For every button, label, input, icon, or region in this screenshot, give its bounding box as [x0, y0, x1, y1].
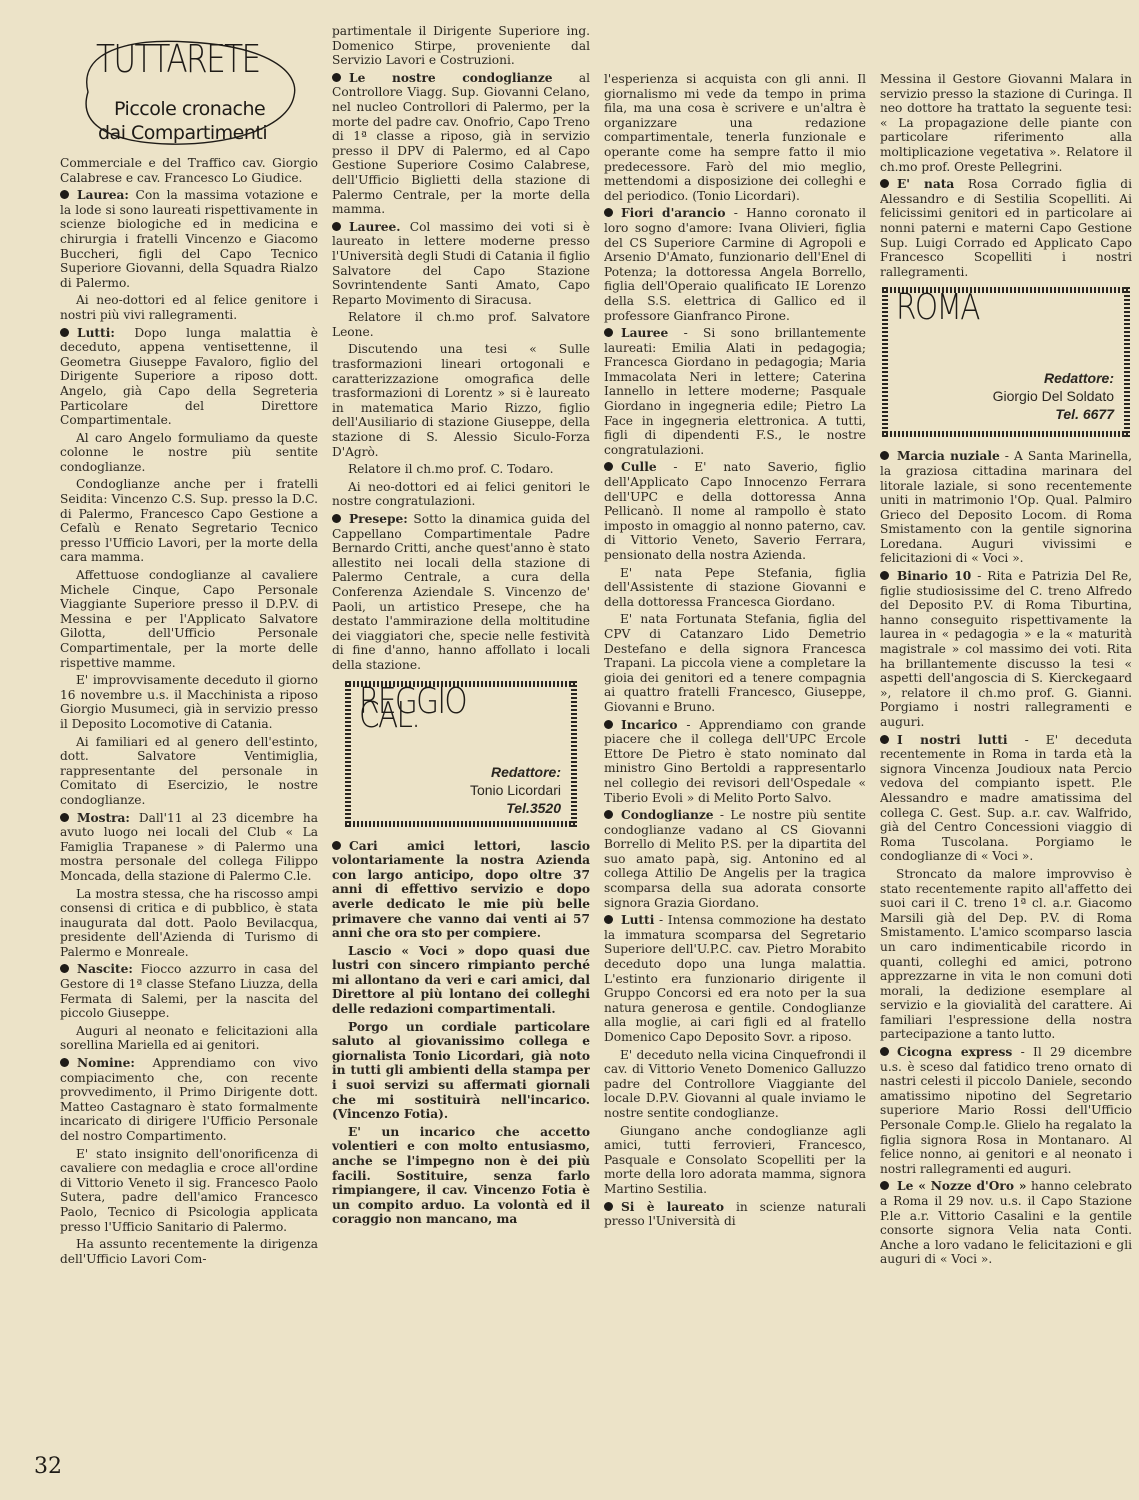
bullet-icon: [880, 1047, 889, 1056]
article-paragraph: [604, 913, 866, 1044]
redazione-label: Redattore:: [1043, 370, 1114, 387]
article-paragraph: E' stato insignito dell'onorificenza di cavaliere con medaglia e croce all'ordine di Vittorio Veneto il sig. Francesco Paolo Sutera, padre dell'amico Francesco Paolo, Tecnico di Psicologia applicata presso l'Ufficio Sanitario di Palermo.: [60, 1146, 318, 1234]
item-text: Col massimo dei voti si è laureato in lettere moderne presso l'Università degli Studi di Catania il figlio Salvatore del Capo Stazione Sovrintendente Santi Amato, Capo Reparto Movimento di Siracusa.: [332, 219, 590, 307]
page-number: 32: [34, 1454, 62, 1479]
item-keyword: Nascite:: [77, 962, 133, 977]
item-text: - Rita e Patrizia Del Re, figlie studiosissime del C. treno Alfredo del Deposito P.V. di Roma Tiburtina, hanno conseguito rispettivamente la laurea in « pedagogia » e la « maturità magistrale » col massimo dei voti. Rita ha brillantemente discusso la tesi « aspetti dell'angoscia di S. Kierckegaard », relatore il ch.mo prof. G. Gianni. Porgiamo i nostri rallegramenti e auguri.: [880, 569, 1132, 729]
article-paragraph: [604, 1200, 866, 1229]
item-text: - Si sono brillantemente laureati: Emilia Alati in pedagogia; Francesca Giordano in pedagogia; Maria Immacolata Neri in lettere; Caterina Iannello in lettere moderne; Pasquale Giordano in ingegneria edile; Pietro La Face in ingegneria elettronica. A tutti, figli di dipendenti F.S., le nostre congratulazioni.: [604, 326, 866, 457]
article-paragraph: Porgo un cordiale particolare saluto al giovanissimo collega e giornalista Tonio Licordari, già noto in tutti gli ambienti della stampa per i suoi servizi su affermati giornali che mi sostituirà nell'incarico. (Vincenzo Fotia).: [332, 1019, 590, 1122]
article-paragraph: [332, 71, 590, 217]
article-paragraph: La mostra stessa, che ha riscosso ampi consensi di critica e di pubblico, è stata inaugurata dal dott. Paolo Bevilacqua, presidente dell'Azienda di Turismo di Palermo e Monreale.: [60, 886, 318, 959]
redazione-editor: Giorgio Del Soldato: [992, 388, 1114, 405]
article-paragraph: Ha assunto recentemente la dirigenza dell'Ufficio Lavori Com-: [60, 1237, 318, 1266]
item-keyword: Lauree.: [349, 219, 401, 234]
item-text: hanno celebrato a Roma il 29 nov. u.s. il Capo Stazione P.le a.r. Vittorio Casalini e la gentile consorte signora Velia nata Conti. Anche a loro vadano le felicitazioni e gli auguri di « Voci ».: [880, 1179, 1132, 1267]
item-keyword: Culle: [621, 460, 657, 475]
article-paragraph: E' un incarico che accetto volentieri e con molto entusiasmo, anche se l'impegno non è dei più facili. Sostituire, senza farlo rimpiangere, il cav. Vincenzo Fotia è un compito arduo. La volontà ed il coraggio non mancano, ma: [332, 1124, 590, 1227]
article-paragraph: [604, 460, 866, 562]
item-keyword: Condoglianze: [621, 808, 714, 823]
item-text: al Controllore Viagg. Sup. Giovanni Celano, nel nucleo Controllori di Palermo, per la morte del padre cav. Onofrio, Capo Treno di 1ª classe a riposo, già in servizio presso il DPV di Palermo, ed al Capo Gestione Superiore Cosimo Calabrese, dell'Ufficio Biglietti della stazione di Palermo Centrale, per la morte della mamma.: [332, 70, 590, 217]
column-1-body: [60, 156, 318, 1266]
article-paragraph: E' deceduto nella vicina Cinquefrondi il cav. di Vittorio Veneto Domenico Galluzzo padre del Controllore Viaggiante del locale D.P.V. Giovanni al quale inviamo le nostre sentite condoglianze.: [604, 1047, 866, 1120]
item-text: - Le nostre più sentite condoglianze vadano al CS Giovanni Borrello di Melito P.S. per la dipartita del suo amato papà, sig. Antonino ed al collega Attilio De Angelis per la tragica scomparsa della sua adorata consorte signora Grazia Giordano.: [604, 808, 866, 910]
bullet-icon: [332, 841, 341, 850]
article-paragraph: [60, 188, 318, 290]
redazione-tel: Tel.3520: [506, 799, 561, 816]
item-keyword: Marcia nuziale: [897, 449, 1000, 464]
section-subtitle-line1: Piccole cronache: [114, 98, 266, 120]
bullet-icon: [332, 222, 341, 231]
article-paragraph: Stroncato da malore improvviso è stato recentemente rapito all'affetto dei suoi cari il C. treno 1ª cl. a.r. Giacomo Marsili già del Dep. P.V. di Roma Smistamento. L'amico scomparso lascia un caro indimenticabile ricordo in quanti, colleghi ed amici, potrono apprezzarne in vita le non comuni doti morali, la dedizione esemplare al servizio e la giovialità del carattere. Ai familiari l'espressione della nostra partecipazione a tanto lutto.: [880, 866, 1132, 1042]
item-text: - A Santa Marinella, la graziosa cittadina marinara del litorale laziale, si sono recentemente uniti in matrimonio l'Op. Qual. Palmiro Grieco del Deposito Locom. di Roma Smistamento con la gentile signorina Loredana. Auguri vivissimi e felicitazioni di « Voci ».: [880, 449, 1132, 566]
section-subtitle-line2: dai Compartimenti: [98, 122, 268, 144]
item-text: Con la massima votazione e la lode si sono laureati rispettivamente in scienze biologiche ed in medicina e chirurgia i fratelli Vincenzo e Giacomo Buccheri, figli del Capo Tecnico Superiore Giovanni, della Squadra Rialzo di Palermo.: [60, 188, 318, 290]
item-text: Rosa Corrado figlia di Alessandro e di Sestilia Scopelliti. Ai felicissimi genitori ed in particolare ai nonni paterni e materni Capo Gestione Sup. Luigi Corrado ed Applicato Capo Francesco Scopelliti i nostri rallegramenti.: [880, 177, 1132, 279]
column-4: [880, 72, 1132, 1270]
article-paragraph: Relatore il ch.mo prof. C. Todaro.: [348, 462, 554, 477]
bullet-icon: [604, 810, 613, 819]
article-paragraph: Affettuose condoglianze al cavaliere Michele Cinque, Capo Personale Viaggiante Superiore presso il D.P.V. di Messina e per l'Applicato Salvatore Gilotta, dell'Ufficio Personale Compartimentale, per la morte delle rispettive mamme.: [60, 568, 318, 670]
item-text: Fiocco azzurro in casa del Gestore di 1ª classe Stefano Liuzza, della Fermata di Salemi, per la nascita del piccolo Giuseppe.: [60, 962, 318, 1021]
bullet-icon: [604, 720, 613, 729]
item-keyword: I nostri lutti: [897, 732, 1008, 747]
item-keyword: Laurea:: [77, 188, 129, 203]
article-paragraph: Giungano anche condoglianze agli amici, tutti ferrovieri, Francesco, Pasquale e Consolato Scopelliti per la morte della loro adorata mamma, signora Martino Sestilia.: [604, 1123, 866, 1196]
item-keyword: Le « Nozze d'Oro »: [897, 1179, 1027, 1194]
section-heading-logo: [68, 32, 300, 150]
item-text: in scienze naturali presso l'Università di: [604, 1199, 866, 1229]
redazione-editor: Tonio Licordari: [469, 781, 561, 798]
column-2-letter: [332, 839, 590, 1227]
item-keyword: Cicogna express: [897, 1045, 1013, 1060]
article-paragraph: [332, 839, 590, 941]
redazione-tel: Tel. 6677: [1055, 406, 1114, 423]
article-paragraph: [60, 962, 318, 1020]
item-text: - Hanno coronato il loro sogno d'amore: Ivana Olivieri, figlia del CS Superiore Carmine di Agropoli e Arsenio D'Amato, funzionario dell'Enel di Potenza; la dottoressa Angela Borrello, figlia dell'Operaio qualificato IE Lorenzo della S.S. elettrica di Gallico ed il professore Gianfranco Pirone.: [604, 206, 866, 323]
redazione-label: Redattore:: [490, 763, 561, 780]
bullet-icon: [60, 1058, 69, 1067]
item-keyword: Presepe:: [349, 512, 408, 526]
column-4-body: [880, 72, 1132, 279]
article-paragraph: [604, 808, 866, 910]
bullet-icon: [60, 190, 69, 199]
redazione-city: REGGIO CAL.: [359, 680, 467, 737]
section-title: TUTTARETE: [96, 37, 260, 81]
bullet-icon: [604, 1202, 613, 1211]
item-keyword: Lutti: [621, 913, 655, 928]
bullet-icon: [880, 1181, 889, 1190]
bullet-icon: [60, 328, 69, 337]
item-text: Cari amici lettori, lascio volontariamente la nostra Azienda con largo anticipo, dopo oltre 37 anni di effettivo servizio e dopo averle dedicato le mie più belle primavere che vanno dai venti ai 57 anni che ora sto per compiere.: [332, 838, 590, 941]
item-text: - Il 29 dicembre u.s. è sceso dal fatidico treno ornato di nastri celesti il piccolo Daniele, secondo amatissimo nipotino del Segretario superiore Mario Rossi dell'Ufficio Personale Comp.le. Glielo ha regalato la figlia signora Rosa in Montanaro. Al felice nonno, ai genitori e al neonato i nostri rallegramenti ed auguri.: [880, 1045, 1132, 1176]
item-keyword: Si è laureato: [621, 1199, 725, 1214]
article-paragraph: [604, 326, 866, 457]
bullet-icon: [880, 451, 889, 460]
article-paragraph: Condoglianze anche per i fratelli Seidita: Vincenzo C.S. Sup. presso la D.C. di Palermo, Francesco Capo Gestione a Cefalù e Renato Segretario Tecnico presso l'Ufficio Lavori, per la morte della cara mamma.: [60, 477, 318, 565]
article-paragraph: E' improvvisamente deceduto il giorno 16 novembre u.s. il Macchinista a riposo Giorgio Musumeci, già in servizio presso il Deposito Locomotive di Catania.: [60, 673, 318, 731]
item-text: Dopo lunga malattia è deceduto, appena ventisettenne, il Geometra Giuseppe Favaloro, figlio del Dirigente Superiore a riposo dott. Angelo, già Capo della Segreteria Particolare del Direttore Compartimentale.: [60, 325, 318, 428]
item-keyword: Nomine:: [77, 1056, 135, 1071]
item-text: Sotto la dinamica guida del Cappellano Compartimentale Padre Bernardo Critti, anche quest'anno è stato allestito nei locali della stazione di Palermo Centrale, a cura della Conferenza Aziendale S. Vincenzo de' Paoli, un artistico Presepe, che ha destato l'ammirazione della moltitudine dei viaggiatori che, specie nelle festività di fine d'anno, hanno affollato i locali della stazione.: [332, 512, 590, 672]
article-paragraph: E' nata Fortunata Stefania, figlia del CPV di Catanzaro Lido Demetrio Destefano e della signora Francesca Trapani. La piccola viene a completare la gioia dei genitori ed a tenere compagnia ai quattro fratelli Francesco, Giuseppe, Giovanni e Bruno.: [604, 612, 866, 714]
article-paragraph: Messina il Gestore Giovanni Malara in servizio presso la stazione di Curinga. Il neo dottore ha trattato la seguente tesi: « La propagazione delle piante con particolare riferimento alla moltiplicazione vegetativa ». Relatore il ch.mo prof. Oreste Pellegrini.: [880, 72, 1132, 174]
article-paragraph: partimentale il Dirigente Superiore ing. Domenico Stirpe, proveniente dal Servizio Lavori e Costruzioni.: [332, 24, 590, 68]
item-text: - Apprendiamo con grande piacere che il collega dell'UPC Ercole Ettore De Pietro è stato nominato dal ministro Gino Bertoldi a rappresentarlo nel collegio dei revisori dell'Ospedale « Tiberio Evoli » di Melito Porto Salvo.: [604, 717, 866, 805]
article-paragraph: Relatore il ch.mo prof. Salvatore Leone.: [332, 310, 590, 339]
reggio-redazione-box: [345, 681, 577, 827]
article-paragraph: Commerciale e del Traffico cav. Giorgio Calabrese e cav. Francesco Lo Giudice.: [60, 156, 318, 185]
bullet-icon: [604, 915, 613, 924]
item-keyword: Mostra:: [77, 810, 130, 825]
bullet-icon: [332, 73, 341, 82]
article-paragraph: Ai neo-dottori ed ai felici genitori le nostre congratulazioni.: [332, 479, 590, 509]
roma-redazione-box: [882, 287, 1130, 437]
article-paragraph: [604, 718, 866, 806]
column-3-body: [604, 72, 866, 1229]
item-keyword: Le nostre condoglianze: [349, 70, 553, 85]
column-2: [332, 24, 590, 1230]
bullet-icon: [880, 735, 889, 744]
column-1: [60, 24, 318, 1269]
article-paragraph: Ai familiari ed al genero dell'estinto, dott. Salvatore Ventimiglia, rappresentante del personale in Comitato di Esercizio, le nostre condoglianze.: [60, 734, 318, 807]
article-paragraph: Al caro Angelo formuliamo da queste colonne le nostre più sentite condoglianze.: [60, 430, 318, 474]
column-3: [604, 72, 866, 1232]
bullet-icon: [60, 964, 69, 973]
article-paragraph: [60, 1056, 318, 1144]
bullet-icon: [604, 208, 613, 217]
article-paragraph: [60, 326, 318, 428]
article-paragraph: Auguri al neonato e felicitazioni alla sorellina Mariella ed ai genitori.: [60, 1023, 318, 1053]
article-paragraph: Lascio « Voci » dopo quasi due lustri con sincero rimpianto perché mi allontano da veri e cari amici, dal Direttore al più lontano dei colleghi delle redazioni compartimentali.: [332, 943, 590, 1017]
article-paragraph: l'esperienza si acquista con gli anni. Il giornalismo mi vede da tempo in prima fila, ma una cosa è scrivere e un'altra è organizzare una redazione compartimentale, tenerla funzionale e operante come ha sempre fatto il mio predecessore. Farò del mio meglio, mettendomi a disposizione dei colleghi e del periodico. (Tonio Licordari).: [604, 72, 866, 203]
item-keyword: Lauree: [621, 326, 669, 341]
article-paragraph: [880, 1045, 1132, 1176]
item-keyword: Lutti:: [77, 325, 115, 340]
article-paragraph: [880, 569, 1132, 730]
item-keyword: Incarico: [621, 717, 678, 732]
item-keyword: E' nata: [897, 177, 955, 192]
article-paragraph: [332, 512, 590, 673]
item-text: Dall'11 al 23 dicembre ha avuto luogo nei locali del Club « La Famiglia Trapanese » di Palermo una mostra personale del collega Filippo Moncada, della stazione di Palermo C.le.: [60, 810, 318, 883]
article-paragraph: [880, 177, 1132, 279]
bullet-icon: [880, 179, 889, 188]
article-paragraph: [880, 733, 1132, 864]
item-text: - E' nato Saverio, figlio dell'Applicato Capo Innocenzo Ferrara dell'UPC e della dottoressa Anna Pellicanò. Il nome al rampollo è stato imposto in omaggio al nonno paterno, cav. di Vittorio Veneto, Saverio Ferrara, pensionato della nostra Azienda.: [604, 460, 866, 562]
bullet-icon: [604, 328, 613, 337]
item-keyword: Fiori d'arancio: [621, 206, 726, 221]
bullet-icon: [60, 813, 69, 822]
article-paragraph: [60, 811, 318, 884]
article-paragraph: [880, 449, 1132, 566]
article-paragraph: Discutendo una tesi « Sulle trasformazioni lineari ortogonali e caratterizzazione omografica delle trasformazioni di Lorentz » si è laureato in matematica Mario Rizzo, figlio dell'Ausiliario di stazione Giuseppe, della stazione di S. Alessio Siculo-Forza D'Agrò.: [332, 342, 590, 459]
bullet-icon: [332, 514, 341, 523]
item-text: - Intensa commozione ha destato la immatura scomparsa del Segretario Superiore dell'U.P.C. cav. Pietro Morabito deceduto dopo una lunga malattia. L'estinto era funzionario dirigente il Gruppo Concorsi ed era noto per la sua natura generosa e gentile. Condoglianze alla moglie, ai cari figli ed al fratello Domenico Capo Deposito Sovr. a riposo.: [604, 913, 866, 1044]
bullet-icon: [880, 571, 889, 580]
article-paragraph: [604, 206, 866, 323]
article-paragraph: Ai neo-dottori ed al felice genitore i nostri più vivi rallegramenti.: [60, 293, 318, 322]
column-4b-body: [880, 449, 1132, 1267]
column-2-body: [332, 24, 590, 673]
article-paragraph: [332, 220, 590, 308]
item-text: - E' deceduta recentemente in Roma in tarda età la signora Vincenza Joudioux nata Percio vedova del compianto ispett. P.le Alessandro e madre amatissima del collega C. Gest. Sup. a.r. cav. Walfrido, già del Centro Concessioni viaggio di Roma Tuscolana. Porgiamo le condoglianze di « Voci ».: [880, 732, 1132, 864]
item-keyword: Binario 10: [897, 569, 972, 584]
item-text: Apprendiamo con vivo compiacimento che, con recente provvedimento, il Primo Dirigente dott. Matteo Castagnaro è stato formalmente incaricato di dirigere l'Ufficio Personale del nostro Compartimento.: [60, 1056, 318, 1143]
redazione-city: ROMA: [896, 287, 979, 329]
article-paragraph: [880, 1179, 1132, 1267]
article-paragraph: E' nata Pepe Stefania, figlia dell'Assistente di stazione Giovanni e della dottoressa Francesca Giordano.: [604, 565, 866, 609]
bullet-icon: [604, 462, 613, 471]
